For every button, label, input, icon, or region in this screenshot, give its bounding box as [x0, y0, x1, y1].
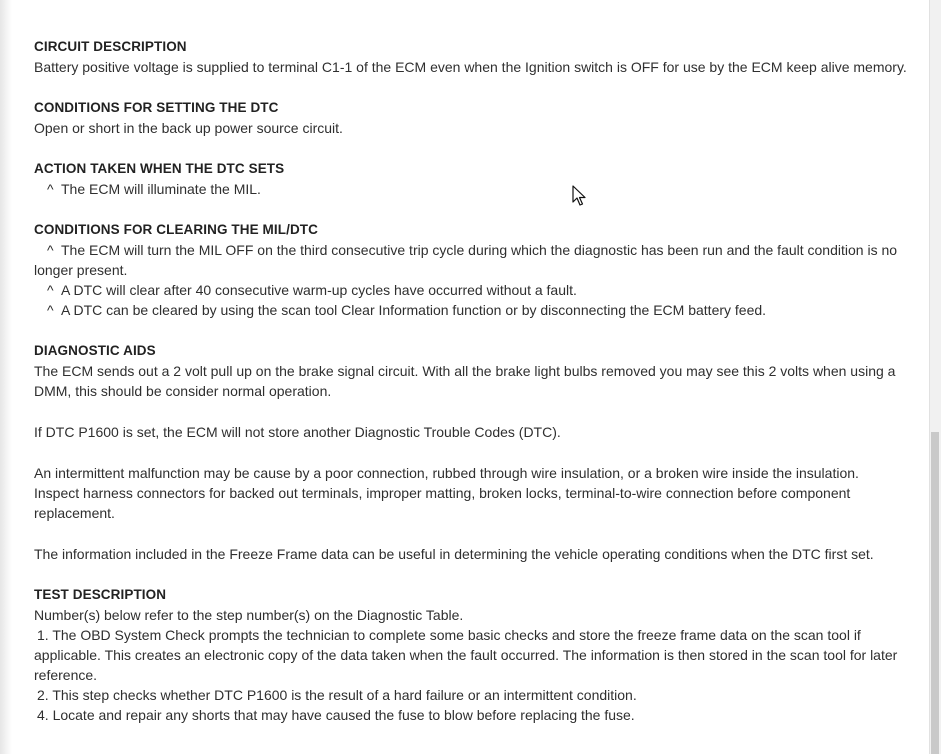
- circuit-description-text: Battery positive voltage is supplied to terminal C1-1 of the ECM even when the Ignition switch is OFF for use by the ECM keep alive memory.: [34, 59, 907, 75]
- section-heading-conditions-clearing: CONDITIONS FOR CLEARING THE MIL/DTC: [34, 222, 318, 237]
- page-left-shadow: [0, 0, 12, 754]
- diagnostic-aids-p3-line2: Inspect harness connectors for backed out terminals, improper matting, broken locks, terminal-to-wire connection before component: [34, 485, 851, 501]
- clearing-bullet-2: ^ A DTC will clear after 40 consecutive warm-up cycles have occurred without a fault.: [47, 282, 577, 298]
- conditions-setting-text: Open or short in the back up power source circuit.: [34, 120, 343, 136]
- clearing-bullet-1-cont: longer present.: [34, 262, 128, 278]
- diagnostic-aids-p2: If DTC P1600 is set, the ECM will not store another Diagnostic Trouble Codes (DTC).: [34, 424, 561, 440]
- bullet-caret: ^: [47, 302, 54, 318]
- test-step-1-line2: applicable. This creates an electronic copy of the data taken when the fault occurred. The information is then stored in the scan tool for later: [34, 647, 898, 663]
- section-heading-action-taken: ACTION TAKEN WHEN THE DTC SETS: [34, 161, 285, 176]
- bullet-caret: ^: [47, 282, 54, 298]
- mouse-pointer-icon: [572, 185, 588, 207]
- diagnostic-aids-p1-line2: DMM, this should be consider normal operation.: [34, 383, 332, 399]
- section-heading-circuit-description: CIRCUIT DESCRIPTION: [34, 39, 187, 54]
- test-step-2: 2. This step checks whether DTC P1600 is the result of a hard failure or an intermittent condition.: [37, 687, 637, 703]
- test-step-1-line1: 1. The OBD System Check prompts the technician to complete some basic checks and store the freeze frame data on the scan tool if: [37, 627, 861, 643]
- bullet-caret: ^: [47, 181, 54, 197]
- diagnostic-aids-p3-line3: replacement.: [34, 505, 115, 521]
- document-content: [34, 37, 914, 725]
- section-heading-diagnostic-aids: DIAGNOSTIC AIDS: [34, 343, 156, 358]
- test-description-intro: Number(s) below refer to the step number(s) on the Diagnostic Table.: [34, 607, 464, 623]
- diagnostic-aids-p4: The information included in the Freeze Frame data can be useful in determining the vehicle operating conditions when the DTC first set.: [34, 546, 874, 562]
- test-step-4: 4. Locate and repair any shorts that may have caused the fuse to blow before replacing the fuse.: [37, 707, 635, 723]
- clearing-bullet-3: ^ A DTC can be cleared by using the scan tool Clear Information function or by disconnecting the ECM battery feed.: [47, 302, 767, 318]
- action-taken-bullet: ^ The ECM will illuminate the MIL.: [47, 181, 261, 197]
- vertical-scrollbar-thumb[interactable]: [931, 432, 939, 754]
- clearing-bullet-1: ^ The ECM will turn the MIL OFF on the third consecutive trip cycle during which the diagnostic has been run and the fault condition is no: [47, 242, 898, 258]
- diagnostic-aids-p1-line1: The ECM sends out a 2 volt pull up on the brake signal circuit. With all the brake light bulbs removed you may see this 2 volts when using a: [34, 363, 896, 379]
- diagnostic-aids-p3-line1: An intermittent malfunction may be cause by a poor connection, rubbed through wire insulation, or a broken wire inside the insulation.: [34, 465, 859, 481]
- bullet-caret: ^: [47, 242, 54, 258]
- test-step-1-line3: reference.: [34, 667, 98, 683]
- section-heading-conditions-setting: CONDITIONS FOR SETTING THE DTC: [34, 100, 279, 115]
- section-heading-test-description: TEST DESCRIPTION: [34, 587, 167, 602]
